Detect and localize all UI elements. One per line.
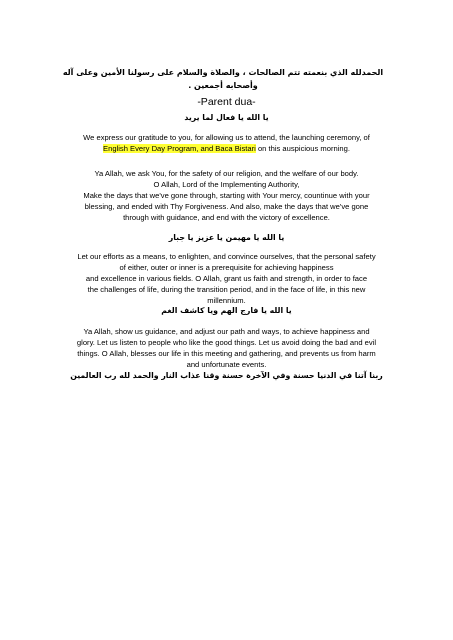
document-title: -Parent dua- [197,96,256,108]
paragraph-line: Ya Allah, we ask You, for the safety of our religion, and the welfare of our body. [94,169,359,178]
paragraph-line: Let our efforts as a means, to enlighten, and convince ourselves, that the personal safety [77,252,376,261]
paragraph-efforts [55,251,398,306]
arabic-closing-dua: ربنا آتنا في الدنيا حسنة وفي الآخرة حسنة وقنا عذاب النار والحمد لله رب العالمين [70,371,383,380]
paragraph-line: Make the days that we've gone through, starting with Your mercy, countinue with your [83,191,370,200]
paragraph-line: blessing, and ended with Thy Forgiveness. And also, make the days that we've gone [84,202,369,211]
paragraph-line: millennium. [207,296,246,305]
paragraph-guidance [40,326,413,370]
paragraph-line: and excellence in various fields. O Allah, grant us faith and strength, in order to face [85,274,368,283]
arabic-dua-2: يا الله يا مهيمن يا عزيز يا جبار [168,233,285,242]
paragraph-gratitude [60,132,393,154]
arabic-dua-3: يا الله يا فارج الهم ويا كاشف الغم [161,306,292,315]
paragraph-gratitude-tail: on this auspicious morning. [255,144,350,153]
paragraph-line: glory. Let us listen to people who like the good things. Let us avoid doing the bad and evil [76,338,377,347]
paragraph-line: Ya Allah, show us guidance, and adjust our path and ways, to achieve happiness and [83,327,370,336]
highlighted-program-name: English Every Day Program, and Baca Bistari [103,144,256,153]
paragraph-line: and unfortunate events. [186,360,267,369]
paragraph-line: things. O Allah, blesses our life in this meeting and gathering, and prevents us from harm [77,349,376,358]
arabic-dua-1: يا الله يا فعال لما يريد [184,113,269,122]
arabic-opening: الحمدلله الذي بنعمته تتم الصالحات ، والصلاة والسلام على رسولنا الأمين وعلى آله وأصحابه أجمعين . [62,68,384,90]
paragraph-gratitude-text: We express our gratitude to you, for allowing us to attend, the launching ceremony, of [83,133,370,142]
paragraph-line: O Allah, Lord of the Implementing Authority, [153,180,300,189]
paragraph-safety [55,168,398,223]
paragraph-line: of either, outer or inner is a prerequisite for achieving happiness [119,263,334,272]
paragraph-line: the challenges of life, during the transition period, and in the face of life, in this new [87,285,366,294]
paragraph-line: through with guidance, and end with the victory of excellence. [123,213,330,222]
